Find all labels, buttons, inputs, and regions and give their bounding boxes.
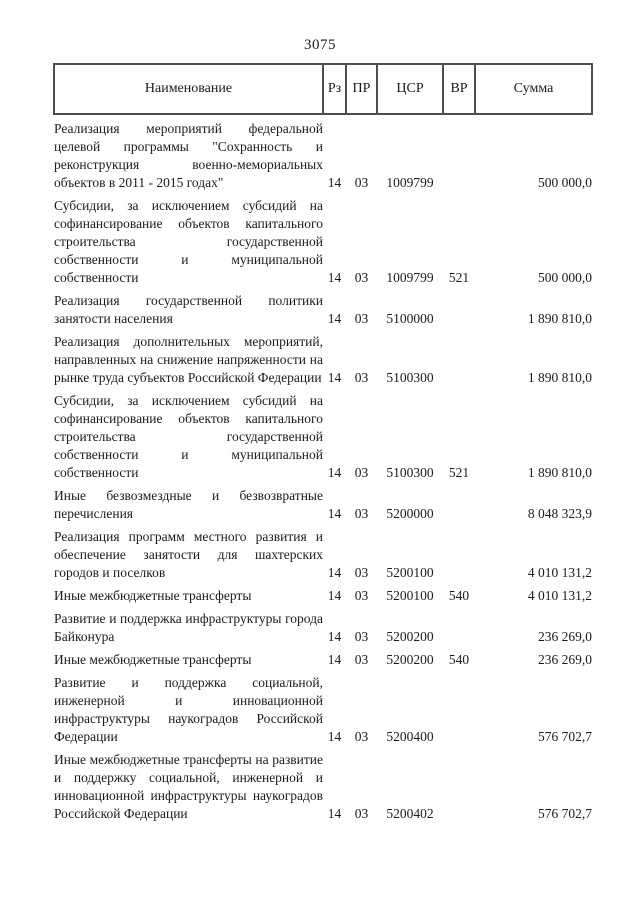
cell-rz: 14 xyxy=(327,506,342,521)
cell-csr: 5200400 xyxy=(386,729,434,744)
cell-csr: 5200200 xyxy=(386,629,434,644)
cell-sum: 576 702,7 xyxy=(538,729,592,744)
cell-rz: 14 xyxy=(327,565,342,580)
table-row xyxy=(54,523,592,582)
cell-vr: 521 xyxy=(448,465,470,480)
cell-name: Субсидии, за исключением субсидий на софинансирование объектов капитального строительства государственной собственности и муниципальной собственности xyxy=(54,198,323,285)
cell-pr: 03 xyxy=(354,565,369,580)
cell-name: Реализация государственной политики занятости населения xyxy=(54,293,323,326)
cell-pr: 03 xyxy=(354,370,369,385)
column-header-sum: Сумма xyxy=(475,64,592,114)
cell-vr: 540 xyxy=(448,588,470,603)
cell-pr: 03 xyxy=(354,806,369,821)
cell-rz: 14 xyxy=(327,652,342,667)
cell-vr: 521 xyxy=(448,270,470,285)
cell-csr: 5200402 xyxy=(386,806,434,821)
cell-vr xyxy=(443,482,475,523)
column-header-rz: Рз xyxy=(323,64,346,114)
cell-sum: 1 890 810,0 xyxy=(527,370,592,385)
cell-csr: 5100300 xyxy=(386,465,434,480)
cell-csr: 5200000 xyxy=(386,506,434,521)
table-header xyxy=(54,64,592,114)
cell-vr xyxy=(443,605,475,646)
table-body xyxy=(54,114,592,823)
cell-vr xyxy=(443,669,475,746)
cell-name: Развитие и поддержка инфраструктуры города Байконура xyxy=(54,611,323,644)
cell-pr: 03 xyxy=(354,729,369,744)
column-header-vr: ВР xyxy=(443,64,475,114)
cell-pr: 03 xyxy=(354,465,369,480)
column-header-name: Наименование xyxy=(54,64,323,114)
cell-pr: 03 xyxy=(354,311,369,326)
cell-name: Иные межбюджетные трансферты на развитие и поддержку социальной, инженерной и инновационной инфраструктуры наукоградов Российской Федерации xyxy=(54,752,323,821)
cell-name: Иные безвозмездные и безвозвратные перечисления xyxy=(54,488,323,521)
cell-name: Развитие и поддержка социальной, инженерной и инновационной инфраструктуры наукоградов Российской Федерации xyxy=(54,675,323,744)
cell-sum: 500 000,0 xyxy=(538,270,592,285)
cell-rz: 14 xyxy=(327,270,342,285)
cell-sum: 4 010 131,2 xyxy=(527,588,592,603)
cell-rz: 14 xyxy=(327,588,342,603)
cell-rz: 14 xyxy=(327,465,342,480)
table-row xyxy=(54,605,592,646)
cell-csr: 1009799 xyxy=(386,175,434,190)
table-row xyxy=(54,114,592,192)
table-row xyxy=(54,582,592,605)
cell-csr: 5200100 xyxy=(386,588,434,603)
cell-rz: 14 xyxy=(327,175,342,190)
cell-rz: 14 xyxy=(327,629,342,644)
cell-rz: 14 xyxy=(327,311,342,326)
cell-vr xyxy=(443,114,475,192)
table-row xyxy=(54,746,592,823)
table-row xyxy=(54,287,592,328)
column-header-csr: ЦСР xyxy=(377,64,443,114)
cell-pr: 03 xyxy=(354,175,369,190)
cell-name: Реализация программ местного развития и обеспечение занятости для шахтерских городов и поселков xyxy=(54,529,323,580)
column-header-pr: ПР xyxy=(346,64,377,114)
table-row xyxy=(54,192,592,287)
cell-name: Реализация мероприятий федеральной целевой программы "Сохранность и реконструкция военно-мемориальных объектов в 2011 - 2015 годах" xyxy=(54,121,323,190)
page-number: 3075 xyxy=(304,37,336,53)
table-row xyxy=(54,646,592,669)
cell-sum: 500 000,0 xyxy=(538,175,592,190)
table-row xyxy=(54,328,592,387)
cell-sum: 1 890 810,0 xyxy=(527,465,592,480)
cell-sum: 236 269,0 xyxy=(538,652,592,667)
cell-sum: 236 269,0 xyxy=(538,629,592,644)
cell-rz: 14 xyxy=(327,370,342,385)
budget-table xyxy=(53,63,593,823)
cell-csr: 5100000 xyxy=(386,311,434,326)
cell-vr xyxy=(443,328,475,387)
cell-sum: 576 702,7 xyxy=(538,806,592,821)
cell-pr: 03 xyxy=(354,506,369,521)
cell-sum: 8 048 323,9 xyxy=(527,506,592,521)
cell-rz: 14 xyxy=(327,806,342,821)
table-row xyxy=(54,669,592,746)
cell-name: Субсидии, за исключением субсидий на софинансирование объектов капитального строительства государственной собственности и муниципальной собственности xyxy=(54,393,323,480)
cell-sum: 4 010 131,2 xyxy=(527,565,592,580)
cell-pr: 03 xyxy=(354,629,369,644)
cell-name: Реализация дополнительных мероприятий, направленных на снижение напряженности на рынке труда субъектов Российской Федерации xyxy=(54,334,323,385)
cell-rz: 14 xyxy=(327,729,342,744)
table-row xyxy=(54,387,592,482)
cell-csr: 5200200 xyxy=(386,652,434,667)
cell-vr xyxy=(443,287,475,328)
cell-vr: 540 xyxy=(448,652,470,667)
cell-vr xyxy=(443,523,475,582)
header-row xyxy=(54,64,592,114)
cell-pr: 03 xyxy=(354,588,369,603)
cell-vr xyxy=(443,746,475,823)
cell-csr: 5100300 xyxy=(386,370,434,385)
cell-pr: 03 xyxy=(354,270,369,285)
cell-csr: 1009799 xyxy=(386,270,434,285)
cell-name: Иные межбюджетные трансферты xyxy=(54,652,252,667)
cell-pr: 03 xyxy=(354,652,369,667)
cell-name: Иные межбюджетные трансферты xyxy=(54,588,252,603)
table-row xyxy=(54,482,592,523)
cell-csr: 5200100 xyxy=(386,565,434,580)
cell-sum: 1 890 810,0 xyxy=(527,311,592,326)
